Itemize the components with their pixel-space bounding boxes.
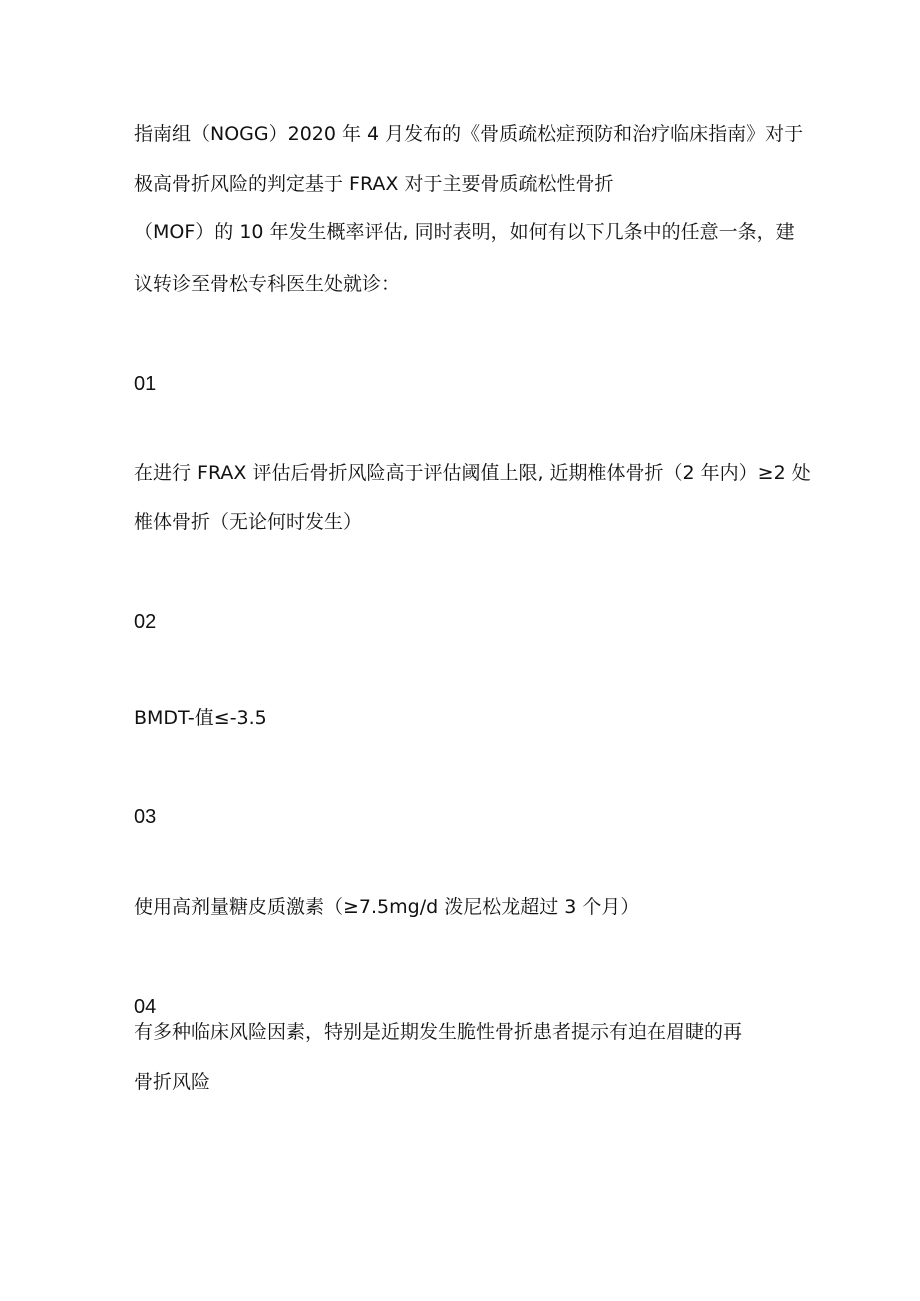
item-3-line-1: 使用高剂量糖皮质激素（≥7.5mg/d 泼尼松龙超过 3 个月） (134, 896, 640, 918)
item-number-01: 01 (134, 373, 157, 395)
intro-line-1: 指南组（NOGG）2020 年 4 月发布的《骨质疏松症预防和治疗临床指南》对于 (134, 123, 804, 145)
intro-line-3: （MOF）的 10 年发生概率评估, 同时表明，如何有以下几条中的任意一条，建 (134, 221, 795, 243)
intro-line-4: 议转诊至骨松专科医生处就诊： (134, 273, 401, 295)
item-1-line-2: 椎体骨折（无论何时发生） (134, 511, 363, 533)
item-number-02: 02 (134, 611, 157, 633)
item-number-04: 04 (134, 996, 157, 1018)
item-1-line-1: 在进行 FRAX 评估后骨折风险高于评估阈值上限, 近期椎体骨折（2 年内）≥2 处 (134, 462, 811, 484)
item-4-line-2: 骨折风险 (134, 1071, 211, 1093)
item-4-line-1: 有多种临床风险因素，特别是近期发生脆性骨折患者提示有迫在眉睫的再 (134, 1021, 743, 1043)
item-2-line-1: BMDT-值≤-3.5 (134, 707, 267, 729)
intro-line-2: 极高骨折风险的判定基于 FRAX 对于主要骨质疏松性骨折 (134, 173, 614, 195)
item-number-03: 03 (134, 806, 157, 828)
